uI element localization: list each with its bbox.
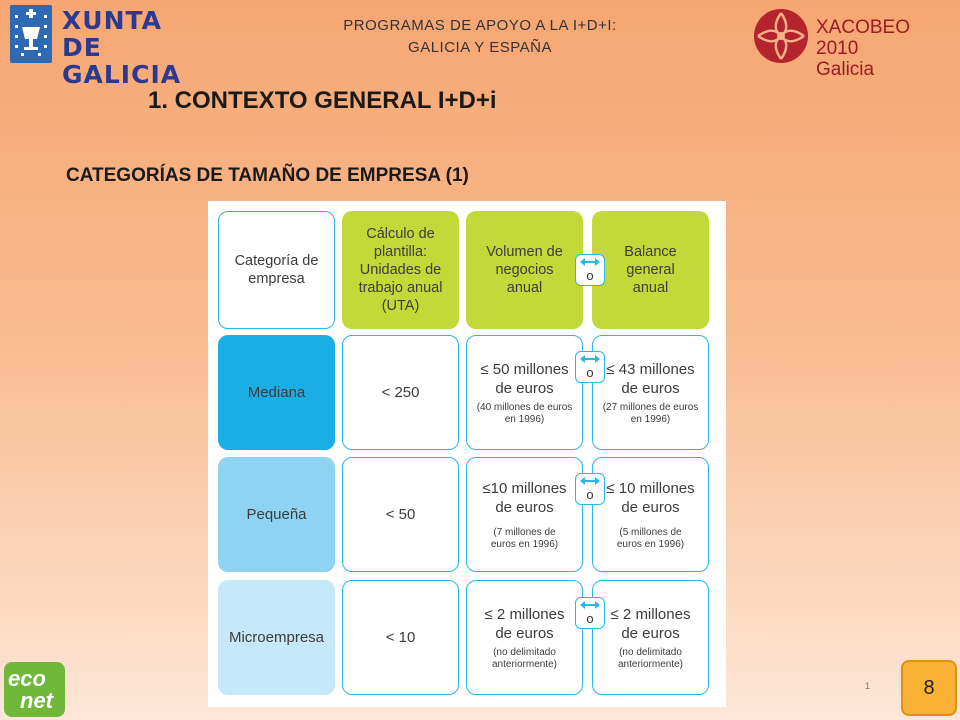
header-category: Categoría de empresa: [218, 211, 335, 329]
or-connector-badge: o: [575, 597, 605, 629]
turnover-mediana: ≤ 50 millones de euros (40 millones de euros en 1996): [466, 335, 583, 450]
double-arrow-icon: [579, 476, 601, 486]
xacobeo-emblem-icon: [752, 7, 810, 65]
slide-small-number: 1: [865, 681, 871, 691]
category-microempresa: Microempresa: [218, 580, 335, 695]
category-pequena: Pequeña: [218, 457, 335, 572]
section-subtitle: CATEGORÍAS DE TAMAÑO DE EMPRESA (1): [66, 165, 469, 186]
balance-mediana: ≤ 43 millones de euros (27 millones de euros en 1996): [592, 335, 709, 450]
turnover-pequena: ≤10 millones de euros (7 millones de euros en 1996): [466, 457, 583, 572]
or-connector-badge: o: [575, 473, 605, 505]
xunta-wordmark: XUNTA DE GALICIA: [62, 6, 182, 89]
header-staff: Cálculo de plantilla: Unidades de trabajo anual (UTA): [342, 211, 459, 329]
double-arrow-icon: [579, 600, 601, 610]
page-title: 1. CONTEXTO GENERAL I+D+i: [148, 87, 497, 114]
double-arrow-icon: [579, 257, 601, 267]
econet-wordmark: eco net: [8, 666, 53, 713]
xacobeo-wordmark: XACOBEO 2010 Galicia: [816, 17, 910, 80]
turnover-microempresa: ≤ 2 millones de euros (no delimitado anteriormente): [466, 580, 583, 695]
balance-pequena: ≤ 10 millones de euros (5 millones de euros en 1996): [592, 457, 709, 572]
double-arrow-icon: [579, 354, 601, 364]
econet-logo: [4, 662, 65, 717]
header-title: PROGRAMAS DE APOYO A LA I+D+I: GALICIA Y ESPAÑA: [343, 17, 617, 56]
page-number-badge: 8: [901, 660, 957, 716]
staff-pequena: < 50: [342, 457, 459, 572]
xacobeo-2010-logo: [752, 7, 952, 80]
or-connector-badge: o: [575, 254, 605, 286]
balance-microempresa: ≤ 2 millones de euros (no delimitado anteriormente): [592, 580, 709, 695]
company-size-table: [208, 201, 726, 707]
xunta-de-galicia-logo: [10, 5, 200, 89]
staff-mediana: < 250: [342, 335, 459, 450]
galicia-shield-icon: [10, 5, 52, 63]
or-connector-badge: o: [575, 351, 605, 383]
category-mediana: Mediana: [218, 335, 335, 450]
header-balance: Balance general anual: [592, 211, 709, 329]
staff-microempresa: < 10: [342, 580, 459, 695]
header-turnover: Volumen de negocios anual: [466, 211, 583, 329]
